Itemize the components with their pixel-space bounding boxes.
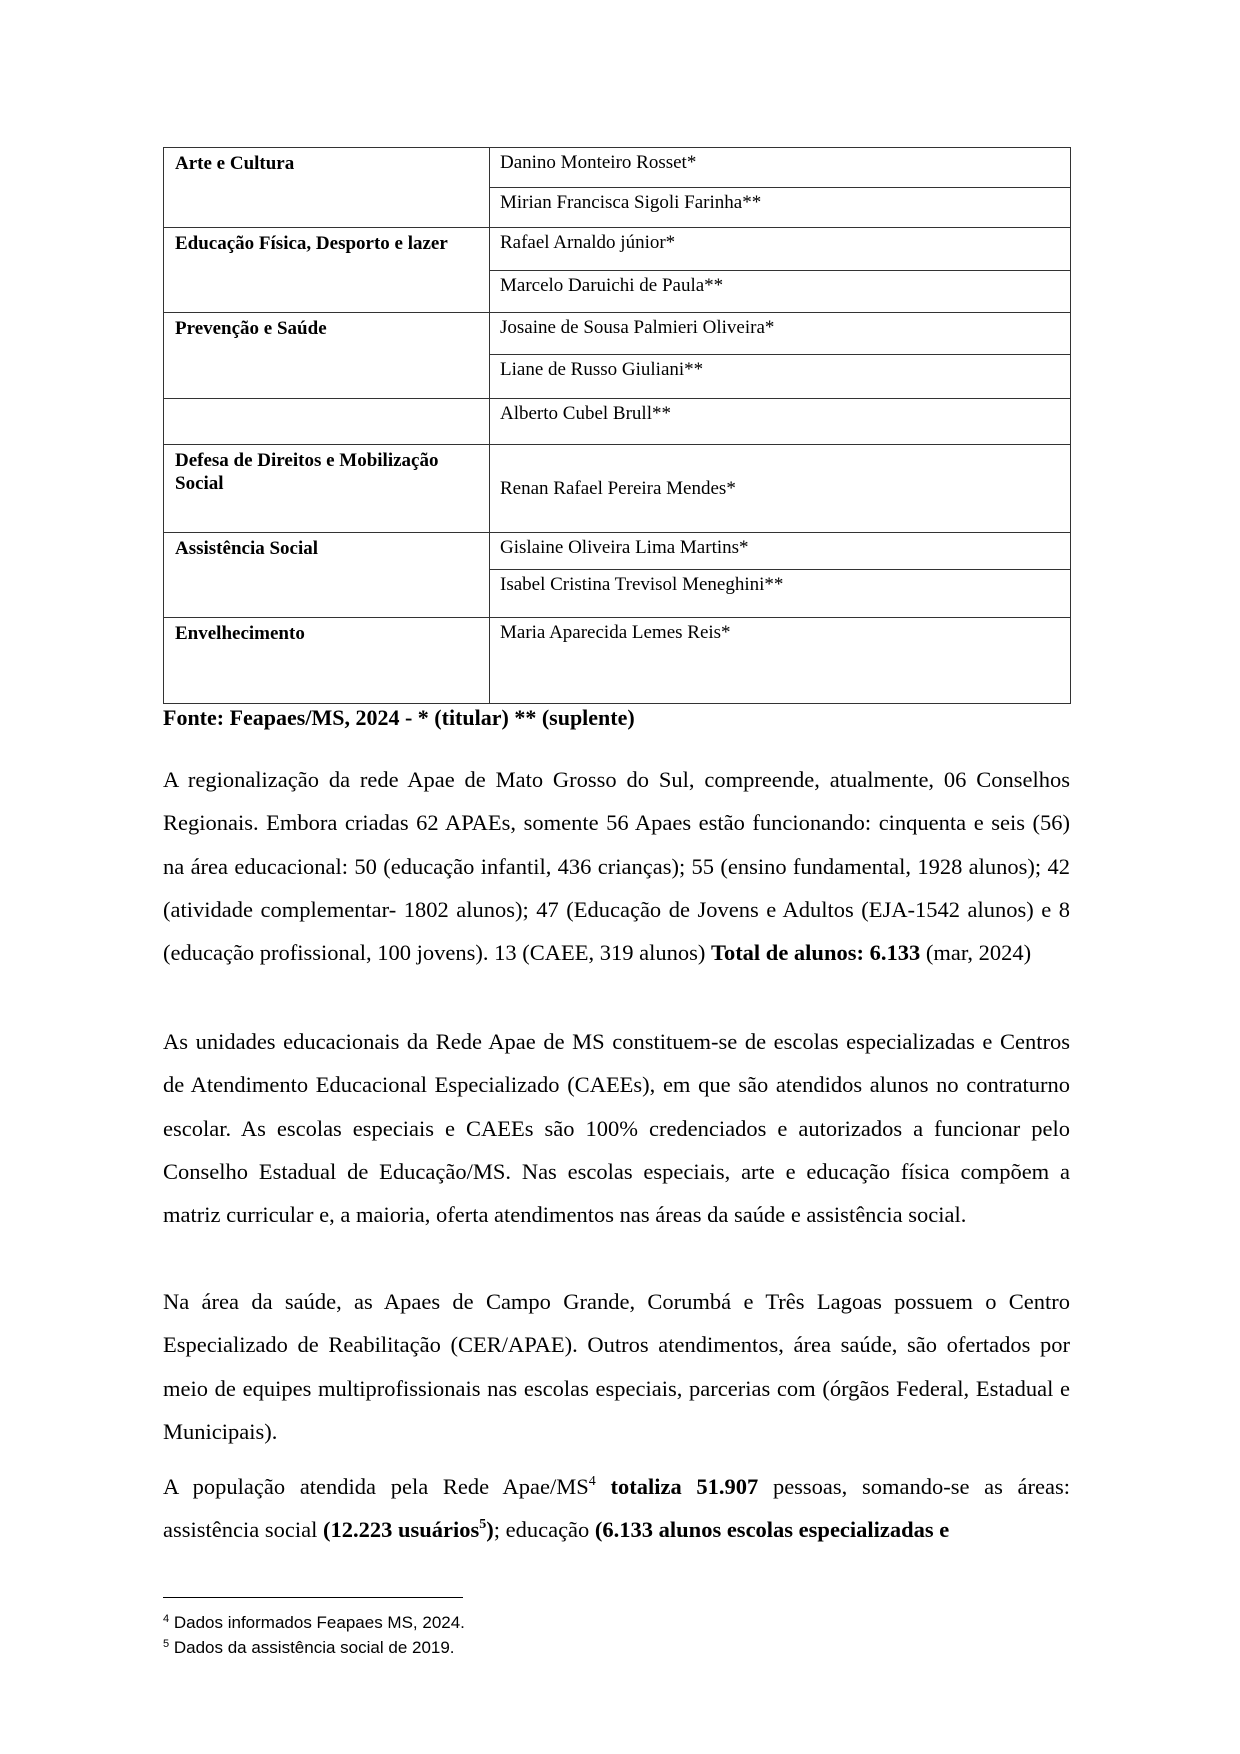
bold-text: ) [486,1517,494,1543]
table-source: Fonte: Feapaes/MS, 2024 - * (titular) ** (suplente) [163,705,635,730]
area-cell-empty [164,399,490,444]
footnote-ref[interactable]: 4 [588,1474,596,1489]
member-cell: Alberto Cubel Brull** [490,399,1071,444]
member-cell: Danino Monteiro Rosset* [490,148,1071,188]
area-cell: Prevenção e Saúde [164,312,490,398]
paragraph-text: A população atendida pela Rede Apae/MS [163,1474,589,1499]
paragraph-text: A regionalização da rede Apae de Mato Grosso do Sul, compreende, atualmente, 06 Conselhos Regionais. Embora criadas 62 APAEs, somente 56 Apaes estão funcionando: cinquenta e seis (56) na área educacional: 50 (educação infantil, 436 crianças); 55 (ensino fundamental, 1928 alunos); 42 (atividade complementar- 1802 alunos); 47 (Educação de Jovens e Adultos (EJA-1542 alunos) e 8 (educação profissional, 100 jovens). 13 (CAEE, 319 alunos) [163,767,1070,966]
paragraph [163,758,1070,974]
footnote [163,1635,465,1660]
paragraph-text: ; educação [493,1517,590,1543]
footnote-number: 4 [163,1613,170,1625]
member-cell: Renan Rafael Pereira Mendes* [490,444,1071,532]
member-cell: Josaine de Sousa Palmieri Oliveira* [490,312,1071,354]
footnote [163,1610,465,1635]
bold-text: (12.223 usuários [322,1517,480,1543]
member-cell: Isabel Cristina Trevisol Meneghini** [490,570,1071,618]
member-cell: Mirian Francisca Sigoli Farinha** [490,188,1071,228]
paragraph [163,1465,1070,1552]
bold-text: (6.133 alunos escolas especializadas e [594,1517,950,1543]
member-cell: Rafael Arnaldo júnior* [490,228,1071,270]
footnote-separator [163,1597,463,1598]
member-cell: Gislaine Oliveira Lima Martins* [490,533,1071,570]
area-cell: Envelhecimento [164,618,490,704]
area-cell: Educação Física, Desporto e lazer [164,228,490,312]
member-cell: Maria Aparecida Lemes Reis* [490,618,1071,704]
footnote-number: 5 [163,1638,170,1650]
footnote-text: Dados informados Feapaes MS, 2024. [173,1613,465,1632]
footnote-text: Dados da assistência social de 2019. [173,1638,455,1657]
bold-text: Total de alunos: 6.133 [711,940,921,966]
paragraph-text: (mar, 2024) [925,940,1032,966]
footnote-ref[interactable]: 5 [479,1517,487,1533]
bold-text: totaliza 51.907 [610,1474,759,1499]
footnotes [163,1610,465,1660]
member-cell: Liane de Russo Giuliani** [490,355,1071,399]
paragraph-text: As unidades educacionais da Rede Apae de MS constituem-se de escolas especializadas e Centros de Atendimento Educacional Especializado (CAEEs), em que são atendidos alunos no contraturno escolar. As escolas especiais e CAEEs são 100% credenciados e autorizados a funcionar pelo Conselho Estadual de Educação/MS. Nas escolas especiais, arte e educação física compõem a matriz curricular e, a maioria, oferta atendimentos nas áreas da saúde e assistência social. [163,1029,1070,1228]
area-cell: Assistência Social [164,533,490,618]
paragraph [163,1020,1070,1236]
paragraph-text: pessoas, somando-se as áreas: assistência social [163,1474,1071,1543]
paragraph [163,1280,1070,1453]
paragraph-text: Na área da saúde, as Apaes de Campo Grande, Corumbá e Três Lagoas possuem o Centro Especializado de Reabilitação (CER/APAE). Outros atendimentos, área saúde, são ofertados por meio de equipes multiprofissionais nas escolas especiais, parcerias com (órgãos Federal, Estadual e Municipais). [163,1289,1070,1444]
area-cell: Defesa de Direitos e Mobilização Social [164,444,490,532]
area-cell: Arte e Cultura [164,148,490,228]
committee-table [163,147,1071,704]
member-cell: Marcelo Daruichi de Paula** [490,270,1071,312]
